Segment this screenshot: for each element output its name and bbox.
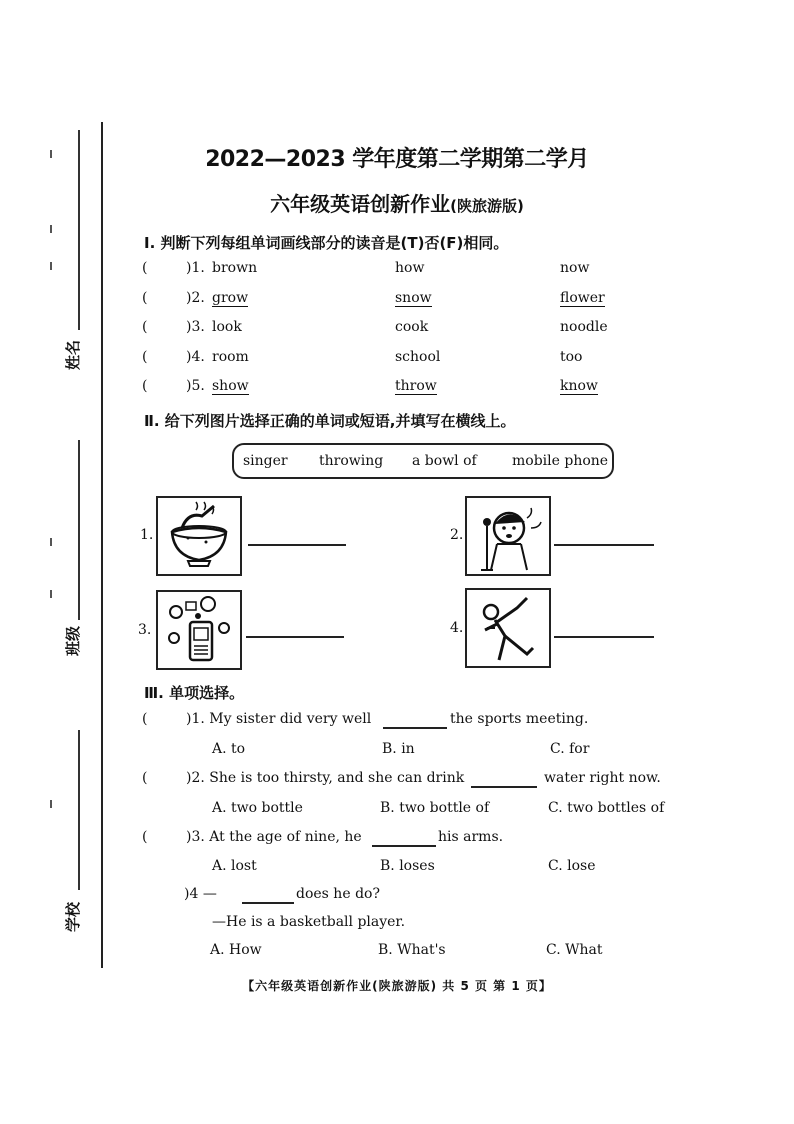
class-label: 班级 [64, 625, 82, 656]
word-bank-item: singer [243, 453, 288, 469]
class-blank-line [78, 440, 80, 620]
answer-blank[interactable] [248, 544, 346, 546]
bowl-of-soup-icon [156, 496, 242, 576]
question-blank[interactable] [383, 727, 447, 729]
answer-paren[interactable]: ( [142, 349, 148, 365]
word-2: throw [395, 378, 437, 394]
option-a[interactable]: A. How [210, 942, 262, 958]
word-1: brown [212, 260, 258, 276]
judge-row-3 [140, 319, 660, 341]
school-blank-line [78, 730, 80, 890]
school-label: 学校 [64, 901, 82, 932]
judge-row-2 [140, 290, 660, 312]
edition-text: (陕旅游版) [450, 197, 524, 215]
page-subtitle [0, 188, 794, 217]
question-3-stem: )3. At the age of nine, he [186, 829, 362, 845]
word-3: flower [560, 290, 605, 306]
row-number: )1. [186, 260, 205, 276]
answer-blank[interactable] [554, 544, 654, 546]
question-blank[interactable] [372, 845, 436, 847]
answer-paren[interactable]: ( [142, 770, 148, 786]
answer-blank[interactable] [554, 636, 654, 638]
question-2-stem-end: water right now. [544, 770, 661, 786]
binding-line [101, 122, 103, 968]
word-2: snow [395, 290, 432, 306]
row-number: )4. [186, 349, 205, 365]
page-footer: 【六年级英语创新作业(陕旅游版) 共 5 页 第 1 页】 [242, 979, 552, 993]
singer-icon [465, 496, 551, 576]
binding-mark [50, 800, 52, 808]
answer-paren[interactable]: ( [142, 260, 148, 276]
option-b[interactable]: B. in [382, 741, 415, 757]
word-bank-item: mobile phone [512, 453, 609, 469]
throwing-icon [465, 588, 551, 668]
judge-row-1 [140, 260, 660, 282]
subtitle-text: 六年级英语创新作业 [270, 192, 451, 216]
picture-number: 4. [450, 620, 464, 636]
answer-blank[interactable] [246, 636, 344, 638]
word-2: cook [395, 319, 429, 335]
binding-mark [50, 590, 52, 598]
answer-paren[interactable]: ( [142, 319, 148, 335]
word-1: show [212, 378, 249, 394]
word-2: how [395, 260, 425, 276]
question-blank[interactable] [471, 786, 537, 788]
question-blank[interactable] [242, 902, 294, 904]
word-bank-item: a bowl of [412, 453, 477, 469]
mobile-phone-icon [156, 590, 242, 670]
answer-paren[interactable]: ( [142, 378, 148, 394]
question-1-stem: )1. My sister did very well [186, 711, 372, 727]
word-2: school [395, 349, 441, 365]
question-4-stem: )4 — [184, 886, 217, 902]
question-3-stem-end: his arms. [438, 829, 504, 845]
word-1: grow [212, 290, 249, 306]
binding-mark [50, 538, 52, 546]
option-c[interactable]: C. for [550, 741, 590, 757]
binding-mark [50, 225, 52, 233]
word-1: look [212, 319, 242, 335]
judge-row-5 [140, 378, 660, 400]
question-1-stem-end: the sports meeting. [450, 711, 589, 727]
option-a[interactable]: A. lost [212, 858, 257, 874]
row-number: )5. [186, 378, 205, 394]
option-b[interactable]: B. loses [380, 858, 435, 874]
picture-number: 1. [140, 527, 154, 543]
option-b[interactable]: B. What's [378, 942, 446, 958]
judge-row-4 [140, 349, 660, 371]
answer-paren[interactable]: ( [142, 290, 148, 306]
section-3-heading: Ⅲ. 单项选择。 [144, 684, 245, 702]
option-c[interactable]: C. What [546, 942, 603, 958]
word-1: room [212, 349, 249, 365]
picture-number: 2. [450, 527, 464, 543]
word-bank [232, 443, 614, 479]
option-b[interactable]: B. two bottle of [380, 800, 490, 816]
question-4-stem-end: does he do? [296, 886, 380, 902]
option-c[interactable]: C. lose [548, 858, 596, 874]
answer-paren[interactable]: ( [142, 711, 148, 727]
option-c[interactable]: C. two bottles of [548, 800, 665, 816]
word-3: now [560, 260, 590, 276]
picture-number: 3. [138, 622, 152, 638]
word-3: know [560, 378, 598, 394]
word-bank-item: throwing [319, 453, 384, 469]
page-title: 2022—2023 学年度第二学期第二学月 [205, 147, 589, 172]
row-number: )3. [186, 319, 205, 335]
name-label: 姓名 [64, 339, 82, 370]
word-3: too [560, 349, 583, 365]
row-number: )2. [186, 290, 205, 306]
option-a[interactable]: A. to [212, 741, 246, 757]
option-a[interactable]: A. two bottle [212, 800, 303, 816]
binding-mark [50, 262, 52, 270]
section-1-heading: Ⅰ. 判断下列每组单词画线部分的读音是(T)否(F)相同。 [144, 234, 509, 252]
answer-paren[interactable]: ( [142, 829, 148, 845]
section-2-heading: Ⅱ. 给下列图片选择正确的单词或短语,并填写在横线上。 [144, 412, 516, 430]
question-4-line2: —He is a basketball player. [212, 914, 406, 930]
word-3: noodle [560, 319, 608, 335]
question-2-stem: )2. She is too thirsty, and she can drink [186, 770, 465, 786]
